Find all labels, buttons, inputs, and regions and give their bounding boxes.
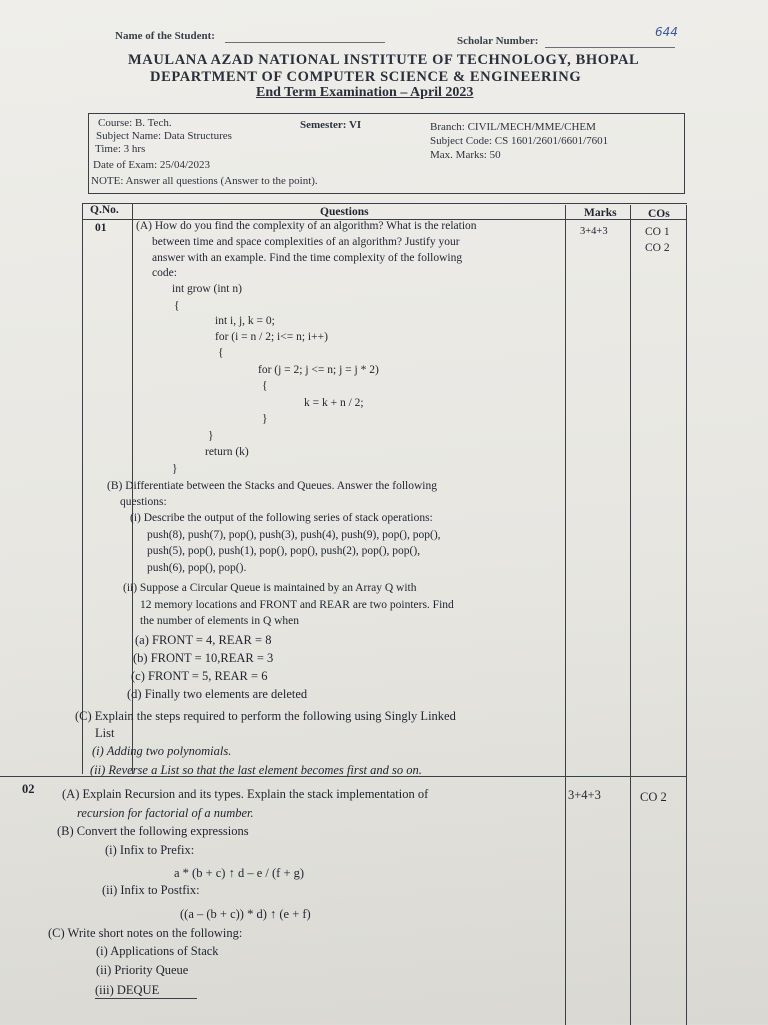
table-left-border	[82, 203, 83, 774]
q2c-line1: (C) Write short notes on the following:	[48, 926, 243, 940]
q2b-ii: (ii) Infix to Postfix:	[102, 883, 200, 897]
q2-marks: 3+4+3	[568, 788, 601, 802]
q2b-i: (i) Infix to Prefix:	[105, 843, 195, 857]
subject-code: Subject Code: CS 1601/2601/6601/7601	[430, 135, 609, 147]
q2c-iii: (iii) DEQUE	[95, 983, 160, 997]
q1b-ii-line2: 12 memory locations and FRONT and REAR are two pointers. Find	[140, 599, 454, 611]
q1c-i: (i) Adding two polynomials.	[92, 744, 232, 758]
course: Course: B. Tech.	[98, 117, 172, 129]
q1-co2: CO 2	[645, 242, 670, 254]
q2b-i-expression: a * (b + c) ↑ d – e / (f + g)	[174, 866, 305, 880]
code-line: }	[262, 413, 268, 425]
code-line: k = k + n / 2;	[304, 397, 364, 409]
q1a-line1: (A) How do you find the complexity of an algorithm? What is the relation	[136, 220, 477, 232]
branch: Branch: CIVIL/MECH/MME/CHEM	[430, 121, 596, 133]
handwritten-number: 644	[655, 25, 678, 39]
q2c-iii-underline	[95, 998, 197, 999]
q1b-option-c: (c) FRONT = 5, REAR = 6	[131, 669, 268, 683]
q1b-option-d: (d) Finally two elements are deleted	[127, 687, 308, 701]
q2a-line2: recursion for factorial of a number.	[77, 806, 254, 820]
student-name-line	[225, 42, 385, 43]
q2b-line1: (B) Convert the following expressions	[57, 824, 249, 838]
q1c-line1: (C) Explain the steps required to perform the following using Singly Linked	[75, 709, 456, 723]
q2b-ii-expression: ((a – (b + c)) * d) ↑ (e + f)	[180, 907, 311, 921]
q2c-i: (i) Applications of Stack	[96, 944, 219, 958]
code-line: }	[208, 430, 214, 442]
code-line: {	[262, 380, 268, 392]
q1a-line3: answer with an example. Find the time complexity of the following	[152, 252, 463, 264]
q2-number: 02	[22, 782, 35, 796]
q1b-ii-line1: (ii) Suppose a Circular Queue is maintained by an Array Q with	[123, 582, 417, 594]
code-line: for (j = 2; j <= n; j = j * 2)	[258, 364, 379, 376]
col-header-marks: Marks	[584, 207, 617, 219]
department-name: DEPARTMENT OF COMPUTER SCIENCE & ENGINEERING	[150, 69, 582, 85]
subject-name: Subject Name: Data Structures	[96, 130, 232, 142]
q1b-i-line3: push(5), pop(), push(1), pop(), pop(), push(2), pop(), pop(),	[147, 545, 421, 557]
q1b-option-a: (a) FRONT = 4, REAR = 8	[135, 633, 272, 647]
q2c-ii: (ii) Priority Queue	[96, 963, 189, 977]
code-line: }	[172, 463, 178, 475]
q1a-line4: code:	[152, 267, 177, 279]
q1a-line2: between time and space complexities of an algorithm? Justify your	[152, 236, 460, 248]
code-line: {	[174, 300, 180, 312]
q1b-line1: (B) Differentiate between the Stacks and Queues. Answer the following	[107, 480, 437, 492]
exam-title: End Term Examination – April 2023	[256, 85, 474, 100]
q1b-line2: questions:	[120, 496, 167, 508]
marks-column-right-divider	[630, 205, 631, 1025]
q1b-i-line1: (i) Describe the output of the following series of stack operations:	[130, 512, 433, 524]
scholar-number-label: Scholar Number:	[457, 35, 539, 47]
table-top-border	[82, 203, 687, 204]
code-line: int i, j, k = 0;	[215, 315, 275, 327]
q2a-line1: (A) Explain Recursion and its types. Explain the stack implementation of	[62, 787, 429, 801]
semester: Semester: VI	[300, 119, 362, 131]
q1b-option-b: (b) FRONT = 10,REAR = 3	[133, 651, 274, 665]
exam-date: Date of Exam: 25/04/2023	[93, 159, 211, 171]
col-header-qno: Q.No.	[90, 204, 119, 216]
q2-co: CO 2	[640, 790, 667, 804]
q1b-i-line2: push(8), push(7), pop(), push(3), push(4), push(9), pop(), pop(),	[147, 529, 441, 541]
code-line: return (k)	[205, 446, 249, 458]
col-header-cos: COs	[648, 208, 670, 220]
q1c-line2: List	[95, 726, 115, 740]
exam-note: NOTE: Answer all questions (Answer to the point).	[91, 175, 318, 187]
institute-name: MAULANA AZAD NATIONAL INSTITUTE OF TECHNOLOGY, BHOPAL	[128, 52, 640, 68]
q1-marks: 3+4+3	[580, 226, 608, 237]
table-right-border	[686, 205, 687, 1025]
q1b-i-line4: push(6), pop(), pop().	[147, 562, 247, 574]
scholar-number-line	[545, 47, 675, 48]
q1c-ii: (ii) Reverse a List so that the last element becomes first and so on.	[90, 763, 422, 777]
exam-time: Time: 3 hrs	[95, 143, 146, 155]
marks-column-left-divider	[565, 205, 566, 1025]
q1-co1: CO 1	[645, 226, 670, 238]
q1b-ii-line3: the number of elements in Q when	[140, 615, 300, 627]
code-line: for (i = n / 2; i<= n; i++)	[215, 331, 328, 343]
student-name-label: Name of the Student:	[115, 30, 215, 42]
code-line: {	[218, 347, 224, 359]
max-marks: Max. Marks: 50	[430, 149, 501, 161]
q1-number: 01	[95, 222, 107, 234]
code-line: int grow (int n)	[172, 283, 242, 295]
col-header-questions: Questions	[320, 206, 369, 218]
